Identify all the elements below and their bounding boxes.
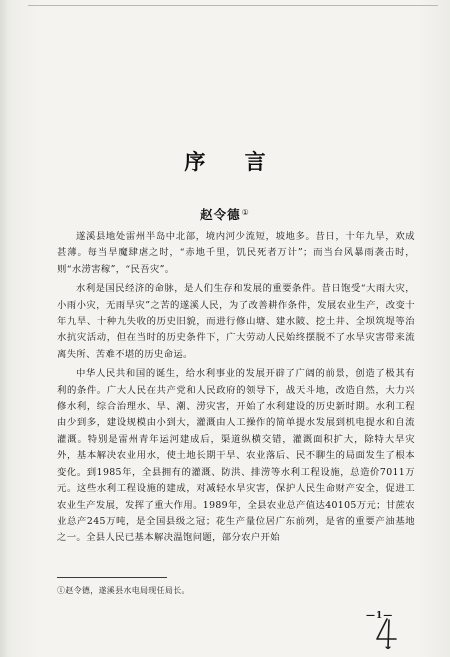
author-name: 赵令德 [200,207,241,222]
page-title: 序 言 [184,150,282,174]
footnote-divider [57,577,167,578]
page-number: —1— [366,611,394,621]
footnote: ①赵令德，遂溪县水电局现任局长。 [57,586,190,595]
author-line [0,205,450,223]
handwritten-page-number [372,617,402,651]
paragraph: 中华人民共和国的诞生，给水利事业的发展开辟了广阔的前景，创造了极其有利的条件。广大人民在共产党和人民政府的领导下，战天斗地，改造自然，大力兴修水利，综合治理水、旱、潮、涝灾害，开始了水利建设的历史新时期。水利工程由少到多，建设规模由小到大，灌溉由人工操作的简单提水发展到机电提水和自流灌溉。特别是雷州青年运河建成后，渠道纵横交错，灌溉面积扩大，除特大旱灾外，基本解决农业用水，使土地长期干旱、农业落后、民不聊生的局面发生了根本变化。到1985年，全县拥有的灌溉、防洪、排涝等水利工程设施，总造价7011万元。这些水利工程设施的建成，对减轻水旱灾害，保护人民生命财产安全，促进工农业生产发展，发挥了重大作用。1989年，全县农业总产值达40105万元；甘蔗农业总产245万吨，是全国县级之冠；花生产量位居广东前列，是省的重要产油基地之一。全县人民已基本解决温饱问题，部分农户开始 [57,368,415,544]
paragraph: 水利是国民经济的命脉，是人们生存和发展的重要条件。昔日饱受“大雨大灾，小雨小灾，无雨旱灾”之苦的遂溪人民，为了改善耕作条件，发展农业生产，改变十年九旱、十种九失收的历史旧貌，而进行修山塘、建水陂、挖土井、全坝筑堤等治水抗灾活动，但在当时的历史条件下，广大劳动人民始终摆脱不了水旱灾害带来流离失所、苦难不堪的历史命运。 [57,283,415,360]
top-border-line [28,5,438,6]
paragraph: 遂溪县地处雷州半岛中北部，境内河少流短，坡地多。昔日，十年九旱，欢成甚薄。每当旱魔肆虐之时，“赤地千里，饥民死者万计”；而当台风暴雨袭击时，则“水涝害稼”，“民吾灾”。 [57,231,415,275]
author-footnote-mark: ① [241,208,250,217]
body-text [57,229,415,550]
